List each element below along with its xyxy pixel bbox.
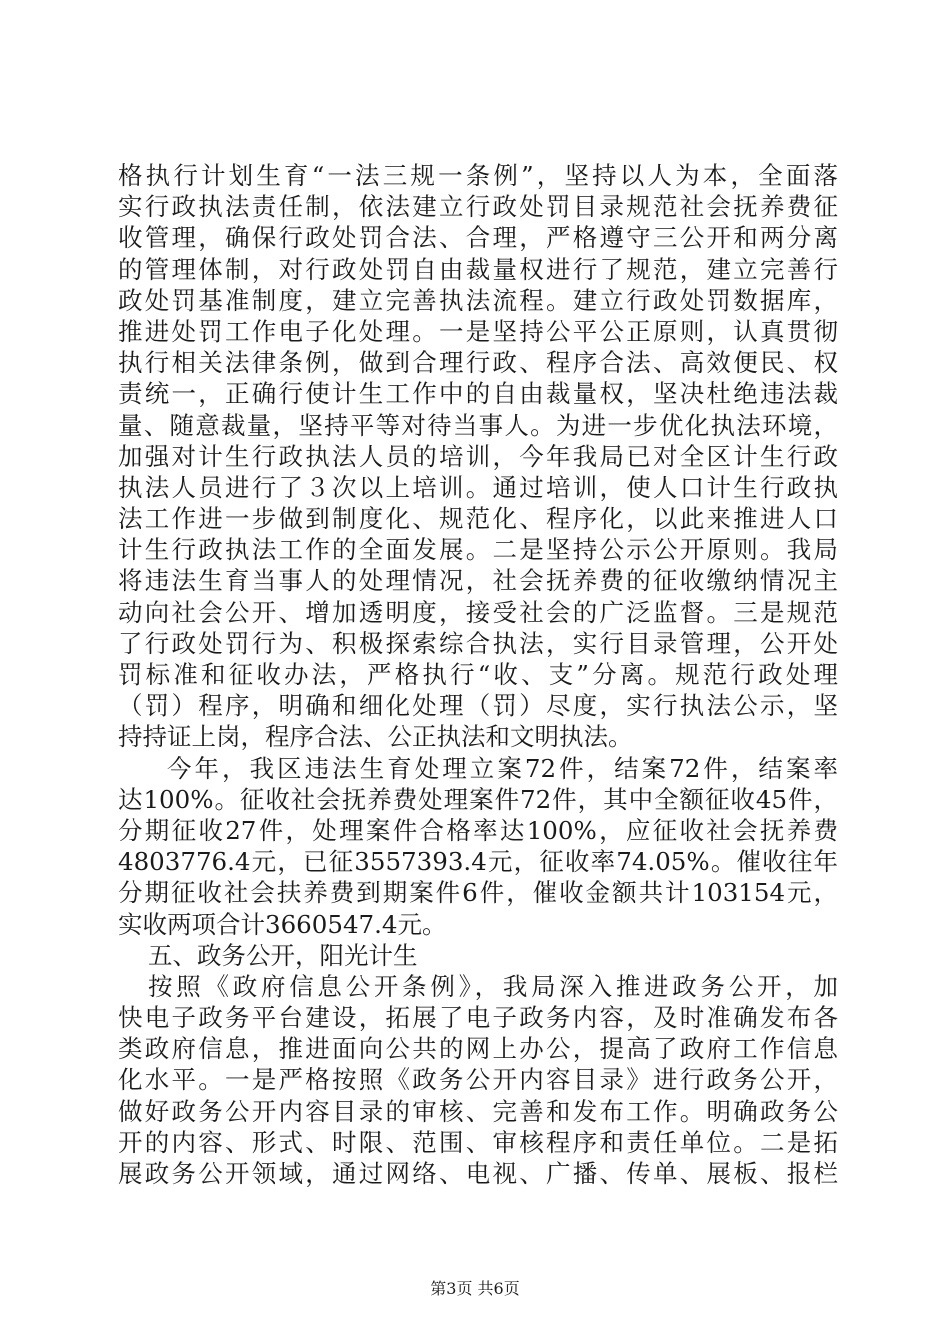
text-line: 执法人员进行了３次以上培训。通过培训，使人口计生行政执	[118, 472, 838, 502]
text-line: 做好政务公开内容目录的审核、完善和发布工作。明确政务公	[118, 1096, 838, 1126]
text-line: （罚）程序，明确和细化处理（罚）尽度，实行执法公示，坚	[118, 691, 838, 721]
text-line: 按照《政府信息公开条例》，我局深入推进政务公开，加	[148, 971, 838, 1001]
text-line: 五、政务公开，阳光计生	[148, 940, 418, 970]
page-footer: 第3页 共6页	[430, 1279, 520, 1298]
text-line: 化水平。一是严格按照《政务公开内容目录》进行政务公开，	[118, 1065, 838, 1095]
document-body	[118, 160, 838, 1189]
text-line: 持持证上岗，程序合法、公正执法和文明执法。	[118, 722, 633, 752]
text-line: 实收两项合计3660547.4元。	[118, 909, 447, 939]
text-line: 计生行政执法工作的全面发展。二是坚持公示公开原则。我局	[118, 535, 838, 565]
text-line: 4803776.4元，已征3557393.4元，征收率74.05%。催收往年	[118, 847, 838, 877]
text-line: 快电子政务平台建设，拓展了电子政务内容，及时准确发布各	[118, 1003, 838, 1033]
text-line: 了行政处罚行为、积极探索综合执法，实行目录管理，公开处	[118, 628, 838, 658]
text-line: 达100%。征收社会抚养费处理案件72件，其中全额征收45件，	[118, 784, 838, 814]
text-line: 政处罚基准制度，建立完善执法流程。建立行政处罚数据库，	[118, 285, 838, 315]
text-line: 展政务公开领域，通过网络、电视、广播、传单、展板、报栏	[118, 1159, 838, 1188]
text-line: 加强对计生行政执法人员的培训，今年我局已对全区计生行政	[118, 441, 838, 471]
text-line: 罚标准和征收办法，严格执行“收、支”分离。规范行政处理	[118, 660, 838, 689]
text-line: 法工作进一步做到制度化、规范化、程序化，以此来推进人口	[118, 504, 838, 534]
text-line: 执行相关法律条例，做到合理行政、程序合法、高效便民、权	[118, 348, 838, 378]
text-line: 实行政执法责任制，依法建立行政处罚目录规范社会抚养费征	[118, 192, 838, 222]
text-line: 格执行计划生育“一法三规一条例”，坚持以人为本，全面落	[118, 161, 838, 190]
text-line: 开的内容、形式、时限、范围、审核程序和责任单位。二是拓	[118, 1127, 838, 1157]
text-line: 收管理，确保行政处罚合法、合理，严格遵守三公开和两分离	[118, 223, 838, 253]
text-line: 分期征收27件，处理案件合格率达100%，应征收社会抚养费	[118, 815, 838, 845]
text-line: 今年，我区违法生育处理立案72件，结案72件，结案率	[167, 753, 838, 783]
text-line: 分期征收社会扶养费到期案件6件，催收金额共计103154元，	[118, 878, 838, 908]
text-line: 动向社会公开、增加透明度，接受社会的广泛监督。三是规范	[118, 597, 838, 627]
text-line: 量、随意裁量，坚持平等对待当事人。为进一步优化执法环境，	[118, 410, 838, 440]
text-line: 责统一，正确行使计生工作中的自由裁量权，坚决杜绝违法裁	[118, 379, 838, 409]
text-line: 推进处罚工作电子化处理。一是坚持公平公正原则，认真贯彻	[118, 316, 838, 346]
text-line: 将违法生育当事人的处理情况，社会抚养费的征收缴纳情况主	[118, 566, 838, 596]
text-line: 类政府信息，推进面向公共的网上办公，提高了政府工作信息	[118, 1034, 838, 1064]
text-line: 的管理体制，对行政处罚自由裁量权进行了规范，建立完善行	[118, 254, 838, 284]
